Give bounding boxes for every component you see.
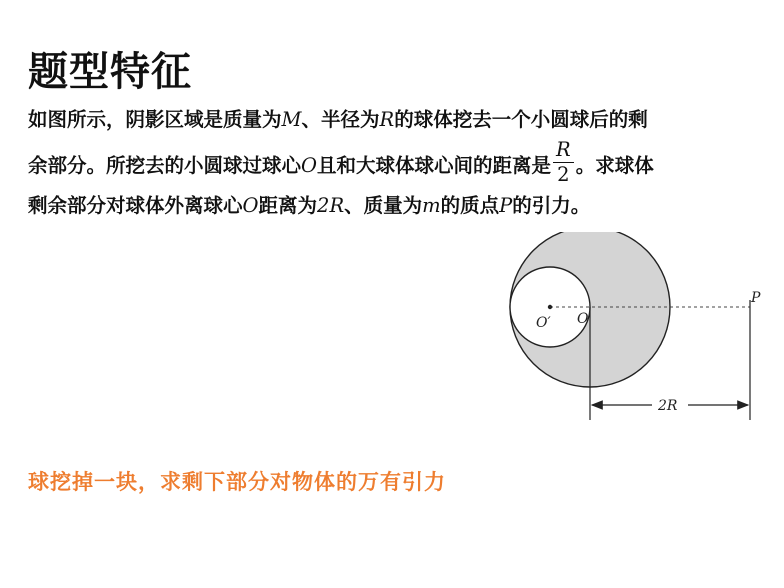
problem-line-1 bbox=[28, 104, 648, 132]
page-title: 题型特征 bbox=[28, 49, 192, 95]
label-p: P bbox=[751, 290, 761, 306]
text: 的球体挖去一个小圆球后的剩 bbox=[394, 108, 648, 131]
center-dot-o-prime bbox=[548, 305, 552, 309]
text: 且和大球体球心间的距离是 bbox=[317, 154, 552, 177]
label-2r: 2R bbox=[658, 398, 678, 414]
summary-caption: 球挖掉一块，求剩下部分对物体的万有引力 bbox=[28, 470, 446, 494]
fraction-r-over-2 bbox=[553, 138, 574, 187]
var-R: R bbox=[379, 108, 395, 131]
var-2R: 2R bbox=[317, 194, 345, 217]
text: 、半径为 bbox=[301, 108, 380, 131]
var-M: M bbox=[281, 108, 302, 131]
label-o: O bbox=[577, 311, 589, 327]
fraction-denominator: 2 bbox=[557, 163, 570, 186]
text: 剩余部分对球体外离球心 bbox=[28, 194, 243, 217]
label-o-prime: O′ bbox=[536, 315, 551, 331]
problem-line-2 bbox=[28, 138, 654, 191]
text: 的引力。 bbox=[512, 194, 591, 217]
text: 、质量为 bbox=[344, 194, 423, 217]
text: 的质点 bbox=[440, 194, 500, 217]
text: 余部分。所挖去的小圆球过球心 bbox=[28, 154, 302, 177]
fraction-numerator: R bbox=[553, 138, 574, 163]
sphere-diagram bbox=[500, 232, 770, 422]
var-P: P bbox=[499, 194, 513, 217]
var-m: m bbox=[422, 194, 441, 217]
problem-line-3 bbox=[28, 190, 590, 218]
text: 。求球体 bbox=[575, 154, 654, 177]
text: 距离为 bbox=[258, 194, 318, 217]
var-O: O bbox=[301, 154, 318, 177]
text: 如图所示，阴影区域是质量为 bbox=[28, 108, 282, 131]
var-O: O bbox=[242, 194, 259, 217]
